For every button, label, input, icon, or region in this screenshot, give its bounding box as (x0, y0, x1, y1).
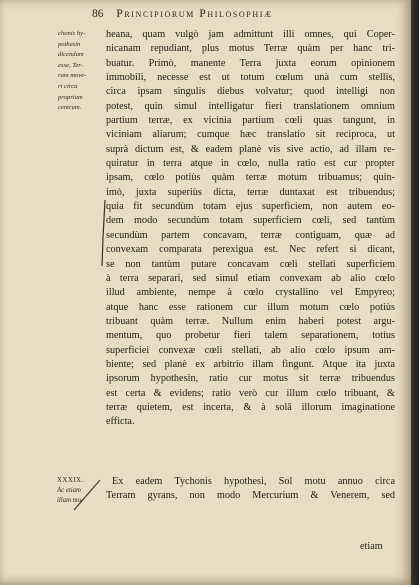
second-paragraph (106, 475, 395, 504)
text-line: potest, quin simul intelligatur fieri translationem omnium (106, 100, 395, 112)
text-line: secundùm partem concavam, terræ contiguam, quæ ad (106, 229, 395, 241)
page-edge-shadow (411, 0, 419, 585)
pencil-mark-slash (72, 478, 102, 512)
text-line: buatur. Primò, manente Terra juxta eorum opinionem (106, 57, 395, 69)
text-line: à terra separari, sed simul etiam convexam ab alio cœlo (106, 272, 395, 284)
main-text-block (106, 28, 395, 430)
text-line: partium terræ, ex vicinia partium cœli quas tangunt, in (106, 115, 395, 127)
text-line: immobili, necesse est ut totum cœlum unà cum stellis, (106, 72, 395, 84)
text-line: se non tantùm putare concavam cœli stellati superficiem (106, 258, 395, 270)
text-line: efficta. (106, 416, 135, 428)
text-line: mentum, quo probetur fieri talem separationem, totius (106, 330, 395, 342)
text-line: heana, quam vulgò jam admittunt illi omnes, qui Coper- (106, 29, 395, 40)
text-line: ipsam, cœlo potiùs quàm terræ motum tribuamus; quin- (106, 172, 395, 184)
text-line: atque hanc esse rationem cur illum motum cœlo potiùs (106, 301, 395, 313)
text-line: quiratur in terra atque in cœlo, nulla ratio est cur propter (106, 158, 395, 170)
text-line: imò, juxta superiùs dicta, terræ duntaxat est tribuendus; (106, 186, 395, 198)
text-line: superficiei convexæ cœli stellati, ab alio cœlo ipsum am- (106, 344, 395, 356)
text-line: ipsorum hypothesin, ratio cur motus sit terræ tribuendus (106, 373, 395, 385)
text-line: tribuant quàm terræ. Nullum enim haberi potest argu- (106, 315, 395, 327)
text-line: est certa & evidens; ratio verò cur illum cœlo tribuant, & (106, 387, 395, 399)
margin-note-1: chonis hy- pothesin dicendum esse, Ter- ram move- ri circa proprium centrum. (58, 30, 87, 112)
text-line: quia fit secundùm totam ejus superficiem, non autem eo- (106, 201, 395, 213)
running-title: Principiorum Philosophiæ (116, 8, 273, 20)
text-line: terræ quietem, est incerta, & à solâ illorum imaginatione (106, 401, 395, 413)
text-line: suprà dictum est, & eadem planè vis sive actio, ad illam re- (106, 143, 395, 155)
margin-note-2: XXXIX. Ac etiam illam mo- (57, 477, 84, 504)
text-line: convexam comparata perexigua est. Nec refert si dicant, (106, 244, 395, 256)
running-header (92, 8, 392, 20)
text-line: biente; sed planè ex arbitrio illam fingunt. Atque ita juxta (106, 358, 395, 370)
page-number: 86 (92, 8, 104, 20)
catchword: etiam (360, 541, 383, 552)
text-line: Terram gyrans, non modo Mercurium & Venerem, sed (106, 490, 395, 502)
text-line: Ex eadem Tychonis hypothesi, Sol motu annuo circa (112, 476, 395, 487)
text-line: circa ipsam singulis diebus volvatur; quod intelligi non (106, 86, 395, 98)
text-line: dem modo secundùm totam superficiem cœli, sed tantùm (106, 215, 395, 227)
text-line: nicanam repudiant, plus motus Terræ quàm per hanc tri- (106, 43, 395, 55)
text-line: illud ambiente, nempe à cœlo crystallino vel Empyreo; (106, 287, 395, 299)
text-line: viciniam aliarum; cumque hæc translatio sit reciproca, ut (106, 129, 395, 141)
